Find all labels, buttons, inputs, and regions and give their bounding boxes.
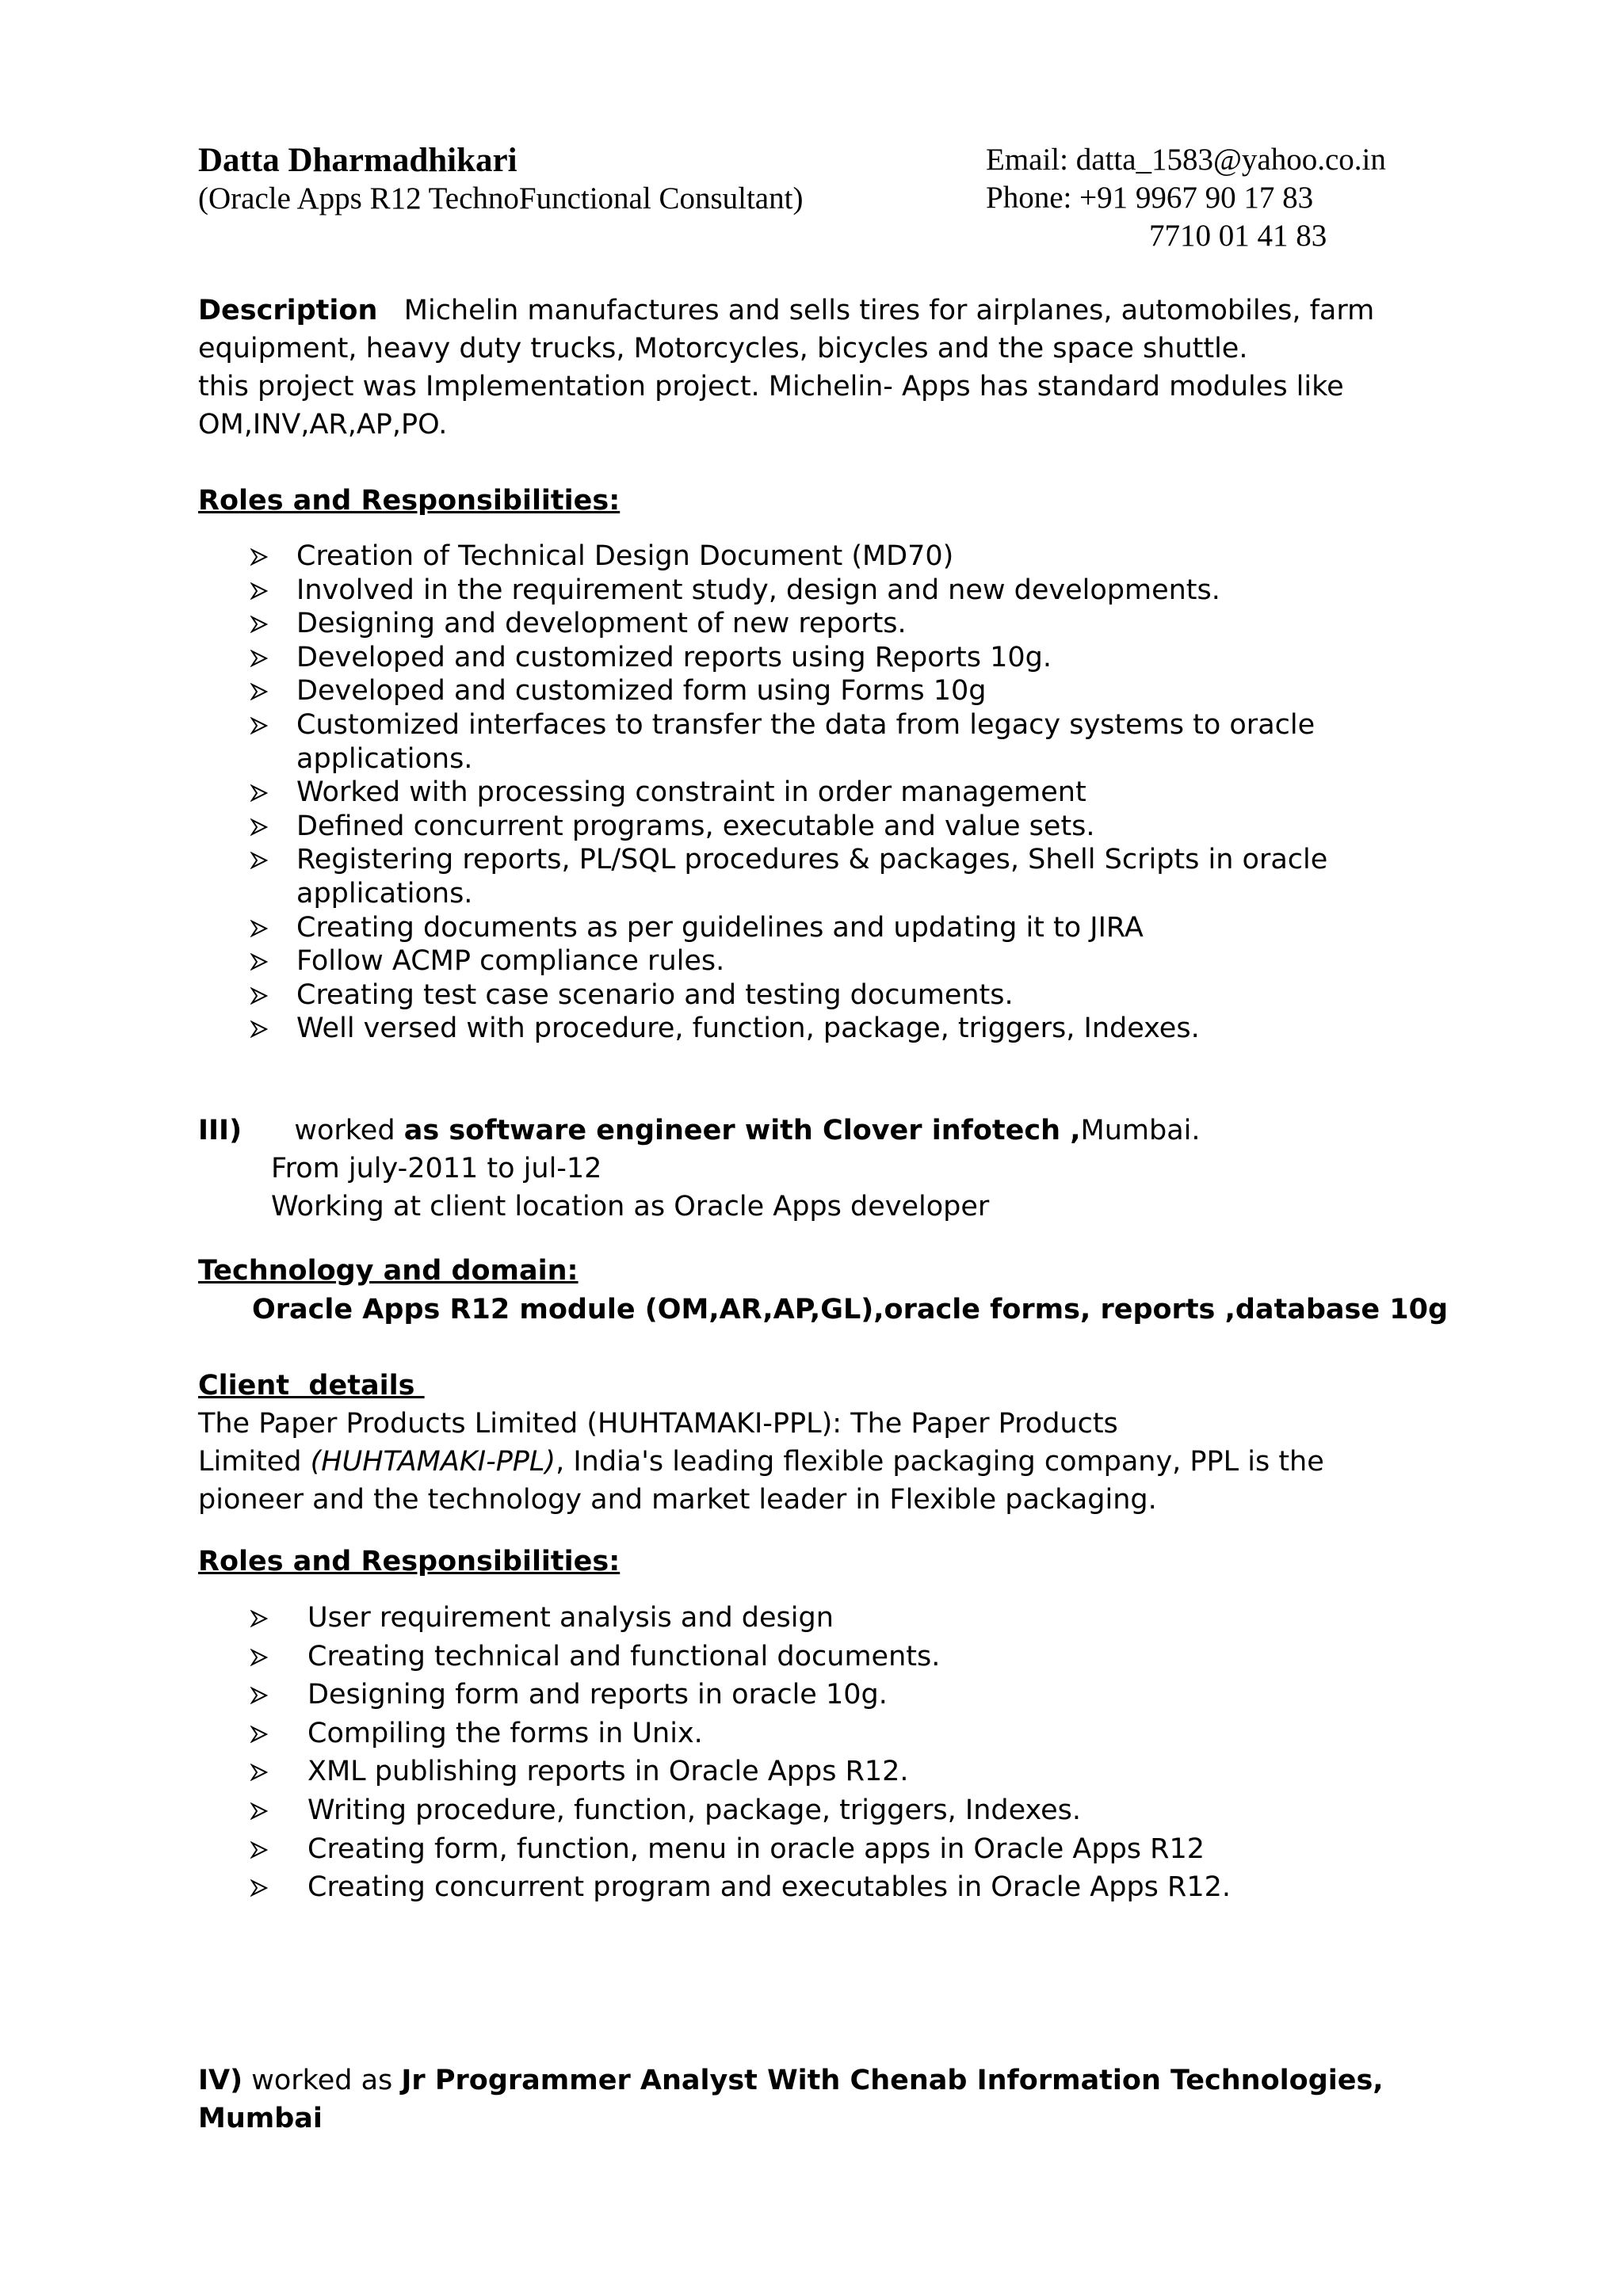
- list-item: [198, 810, 1498, 844]
- description-label: Description: [198, 295, 378, 326]
- arrow-bullet-icon: [247, 708, 271, 742]
- arrow-bullet-icon: [247, 641, 271, 675]
- list-item: [198, 1714, 1498, 1753]
- technology-heading: Technology and domain:: [198, 1255, 579, 1287]
- list-item: [198, 540, 1498, 574]
- description-line-1: Michelin manufactures and sells tires for airplanes, automobiles, farm: [403, 295, 1375, 326]
- job-4-number: IV): [198, 2065, 243, 2096]
- list-item: [198, 1830, 1498, 1869]
- job-3-number: III): [198, 1115, 242, 1146]
- list-item: [198, 607, 1498, 641]
- list-item-text: Customized interfaces to transfer the data from legacy systems to oracle: [296, 708, 1316, 741]
- list-item: [198, 574, 1498, 608]
- job-3-city: Mumbai.: [1080, 1115, 1201, 1146]
- job-3-section: [198, 1112, 1498, 1226]
- list-item-text: Registering reports, PL/SQL procedures & packages, Shell Scripts in oracle: [296, 844, 1328, 876]
- roles-list-2: [198, 1599, 1498, 1907]
- list-item-text: Compiling the forms in Unix.: [307, 1717, 703, 1749]
- list-item: [198, 641, 1498, 675]
- description-line-2: equipment, heavy duty trucks, Motorcycles, bicycles and the space shuttle.: [198, 333, 1248, 364]
- arrow-bullet-icon: [247, 674, 271, 708]
- arrow-bullet-icon: [247, 1638, 271, 1676]
- list-item-text: applications.: [296, 742, 473, 775]
- technology-value: Oracle Apps R12 module (OM,AR,AP,GL),oracle forms, reports ,database 10g: [252, 1294, 1449, 1325]
- arrow-bullet-icon: [247, 540, 271, 574]
- list-item-text: User requirement analysis and design: [307, 1602, 834, 1634]
- client-heading: Client details: [198, 1370, 425, 1402]
- client-line-2b: (HUHTAMAKI-PPL): [310, 1446, 556, 1478]
- candidate-name: Datta Dharmadhikari: [198, 142, 517, 179]
- arrow-bullet-icon: [247, 776, 271, 810]
- arrow-bullet-icon: [247, 607, 271, 641]
- list-item: [198, 674, 1498, 708]
- job-3-period: From july-2011 to jul-12: [271, 1153, 602, 1184]
- list-item: [198, 1868, 1498, 1907]
- client-line-1: The Paper Products Limited (HUHTAMAKI-PPL): The Paper Products: [198, 1408, 1118, 1440]
- list-item-text: Creating technical and functional documents.: [307, 1640, 941, 1672]
- job-4-section: [198, 2061, 1498, 2138]
- list-item-text: XML publishing reports in Oracle Apps R12.: [307, 1756, 909, 1788]
- client-line-3: pioneer and the technology and market leader in Flexible packaging.: [198, 1484, 1157, 1516]
- arrow-bullet-icon: [247, 1830, 271, 1869]
- roles-heading-2: Roles and Responsibilities:: [198, 1546, 621, 1577]
- description-line-3: this project was Implementation project. Michelin- Apps has standard modules like: [198, 371, 1344, 402]
- phone-text: Phone: +91 9967 90 17 83: [986, 181, 1314, 215]
- arrow-bullet-icon: [247, 944, 271, 978]
- list-item-text: applications.: [296, 877, 473, 910]
- list-item: [198, 1791, 1498, 1830]
- list-item-text: Creating test case scenario and testing documents.: [296, 978, 1014, 1011]
- roles-list-1: [198, 540, 1498, 1046]
- list-item: [198, 911, 1498, 945]
- arrow-bullet-icon: [247, 1599, 271, 1638]
- client-section: [198, 1367, 1498, 1519]
- description-line-4: OM,INV,AR,AP,PO.: [198, 409, 448, 441]
- description-section: [198, 292, 1498, 444]
- list-item: [198, 708, 1498, 776]
- list-item: [198, 1638, 1498, 1676]
- arrow-bullet-icon: [247, 1753, 271, 1791]
- list-item-text: Creating concurrent program and executables in Oracle Apps R12.: [307, 1871, 1232, 1904]
- job-3-location: Working at client location as Oracle Apps developer: [271, 1191, 990, 1222]
- roles-list-1-container: [198, 540, 1498, 1046]
- roles-heading-1: Roles and Responsibilities:: [198, 485, 621, 517]
- arrow-bullet-icon: [247, 978, 271, 1013]
- list-item-text: Involved in the requirement study, design and new developments.: [296, 574, 1220, 606]
- job-4-role: Jr Programmer Analyst With Chenab Information Technologies, Mumbai: [198, 2065, 1384, 2134]
- list-item-text: Defined concurrent programs, executable and value sets.: [296, 810, 1095, 842]
- list-item: [198, 843, 1498, 910]
- contact-block: [986, 141, 1386, 255]
- job-3-role: as software engineer with Clover infotech ,: [403, 1115, 1081, 1146]
- client-line-2c: , India's leading flexible packaging company, PPL is the: [556, 1446, 1324, 1478]
- list-item: [198, 1676, 1498, 1714]
- roles-list-2-container: [198, 1599, 1498, 1907]
- list-item: [198, 944, 1498, 978]
- arrow-bullet-icon: [247, 574, 271, 608]
- list-item: [198, 776, 1498, 810]
- list-item-text: Writing procedure, function, package, triggers, Indexes.: [307, 1794, 1082, 1826]
- arrow-bullet-icon: [247, 1676, 271, 1714]
- list-item: [198, 1599, 1498, 1638]
- list-item-text: Well versed with procedure, function, package, triggers, Indexes.: [296, 1013, 1200, 1045]
- arrow-bullet-icon: [247, 810, 271, 844]
- list-item-text: Developed and customized reports using Reports 10g.: [296, 641, 1052, 673]
- job-4-worked: worked as: [251, 2065, 393, 2096]
- arrow-bullet-icon: [247, 1714, 271, 1753]
- arrow-bullet-icon: [247, 911, 271, 945]
- list-item: [198, 1012, 1498, 1046]
- candidate-title: (Oracle Apps R12 TechnoFunctional Consultant): [198, 181, 804, 215]
- list-item: [198, 978, 1498, 1013]
- list-item-text: Designing form and reports in oracle 10g.: [307, 1679, 888, 1711]
- client-line-2a: Limited: [198, 1446, 311, 1478]
- arrow-bullet-icon: [247, 1791, 271, 1830]
- list-item-text: Creating form, function, menu in oracle apps in Oracle Apps R12: [307, 1833, 1205, 1865]
- list-item: [198, 1753, 1498, 1791]
- list-item-text: Creating documents as per guidelines and updating it to JIRA: [296, 911, 1144, 944]
- job-3-worked: worked: [294, 1115, 395, 1146]
- list-item-text: Developed and customized form using Forms 10g: [296, 675, 987, 707]
- list-item-text: Follow ACMP compliance rules.: [296, 945, 725, 978]
- phone-alt-text: 7710 01 41 83: [1149, 219, 1327, 253]
- list-item-text: Creation of Technical Design Document (MD70): [296, 540, 954, 572]
- arrow-bullet-icon: [247, 843, 271, 877]
- arrow-bullet-icon: [247, 1012, 271, 1046]
- email-text: Email: datta_1583@yahoo.co.in: [986, 143, 1386, 177]
- list-item-text: Worked with processing constraint in order management: [296, 776, 1086, 809]
- list-item-text: Designing and development of new reports.: [296, 608, 907, 640]
- arrow-bullet-icon: [247, 1868, 271, 1907]
